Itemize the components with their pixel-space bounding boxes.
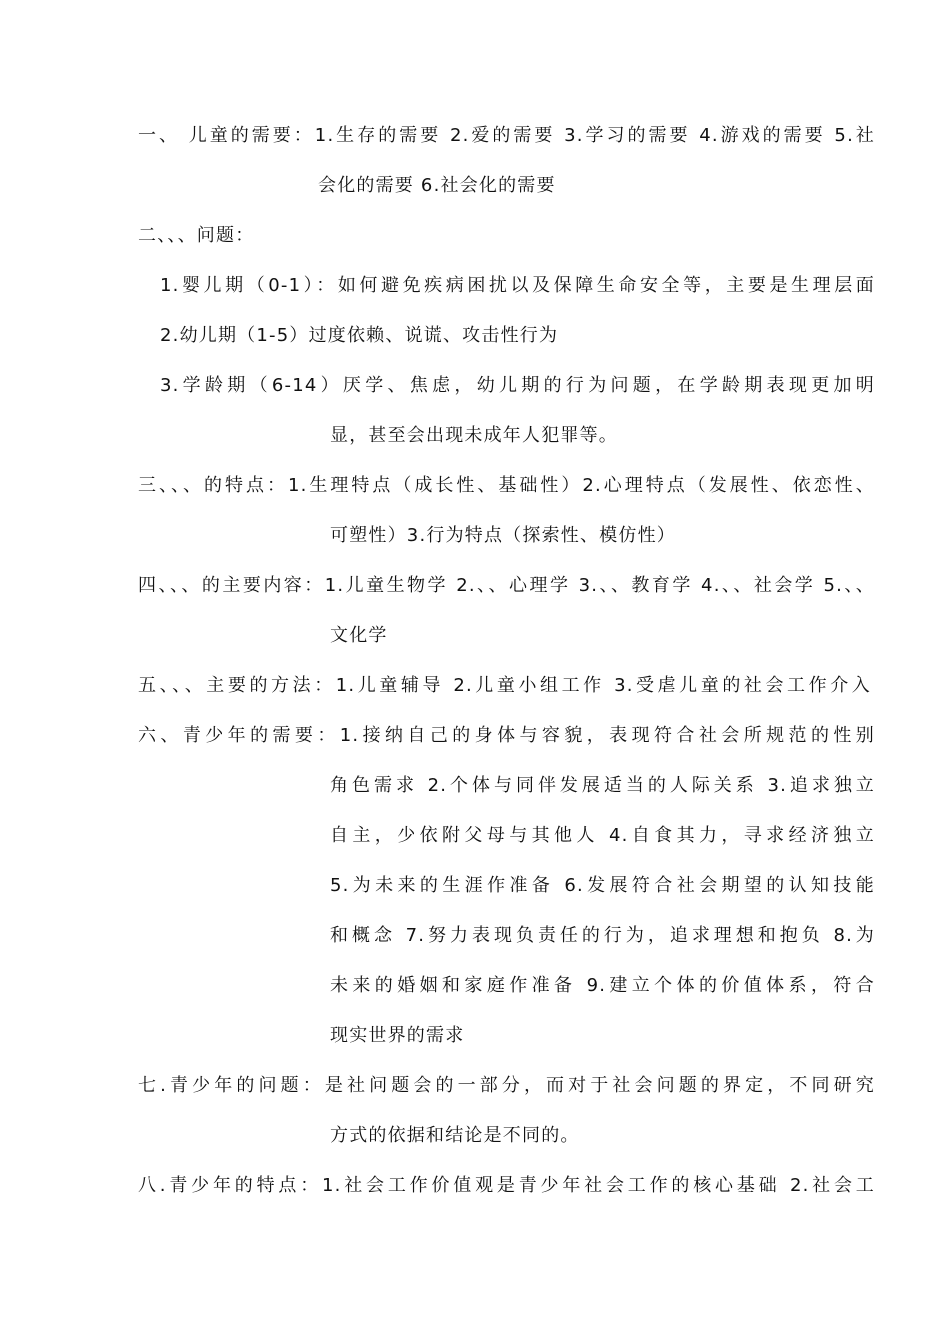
text-line: 七.青少年的问题：是社问题会的一部分，而对于社会问题的界定，不同研究	[138, 1075, 875, 1096]
text-line: 3.学龄期（6-14）厌学、焦虑，幼儿期的行为问题，在学龄期表现更加明	[160, 375, 875, 396]
text-line: 角色需求 2.个体与同伴发展适当的人际关系 3.追求独立	[330, 775, 875, 796]
text-line: 会化的需要 6.社会化的需要	[318, 175, 556, 196]
text-line: 1.婴儿期（0-1）：如何避免疾病困扰以及保障生命安全等，主要是生理层面	[160, 275, 875, 296]
text-line: 自主，少依附父母与其他人 4.自食其力，寻求经济独立	[330, 825, 875, 846]
text-line: 未来的婚姻和家庭作准备 9.建立个体的价值体系，符合	[330, 975, 875, 996]
text-line: 和概念 7.努力表现负责任的行为，追求理想和抱负 8.为	[330, 925, 875, 946]
text-line: 2.幼儿期（1-5）过度依赖、说谎、攻击性行为	[160, 325, 559, 346]
text-line: 显，甚至会出现未成年人犯罪等。	[330, 425, 618, 446]
text-line: 可塑性）3.行为特点（探索性、模仿性）	[330, 525, 676, 546]
text-line: 八.青少年的特点：1.社会工作价值观是青少年社会工作的核心基础 2.社会工	[138, 1175, 875, 1196]
text-line: 三、、、的特点：1.生理特点（成长性、基础性）2.心理特点（发展性、依恋性、	[138, 475, 875, 496]
text-line: 5.为未来的生涯作准备 6.发展符合社会期望的认知技能	[330, 875, 875, 896]
text-line: 六、青少年的需要：1.接纳自己的身体与容貌，表现符合社会所规范的性别	[138, 725, 875, 746]
text-line: 文化学	[330, 625, 388, 646]
text-line: 方式的依据和结论是不同的。	[330, 1125, 580, 1146]
text-line: 现实世界的需求	[330, 1025, 465, 1046]
text-line: 二、、、问题：	[138, 225, 255, 246]
text-line: 五、、、主要的方法：1.儿童辅导 2.儿童小组工作 3.受虐儿童的社会工作介入	[138, 675, 871, 696]
text-line: 四、、、的主要内容：1.儿童生物学 2.、、心理学 3.、、教育学 4.、、社会学 5.、、	[138, 575, 875, 596]
text-line: 一、 儿童的需要：1.生存的需要 2.爱的需要 3.学习的需要 4.游戏的需要 5.社	[138, 125, 875, 146]
